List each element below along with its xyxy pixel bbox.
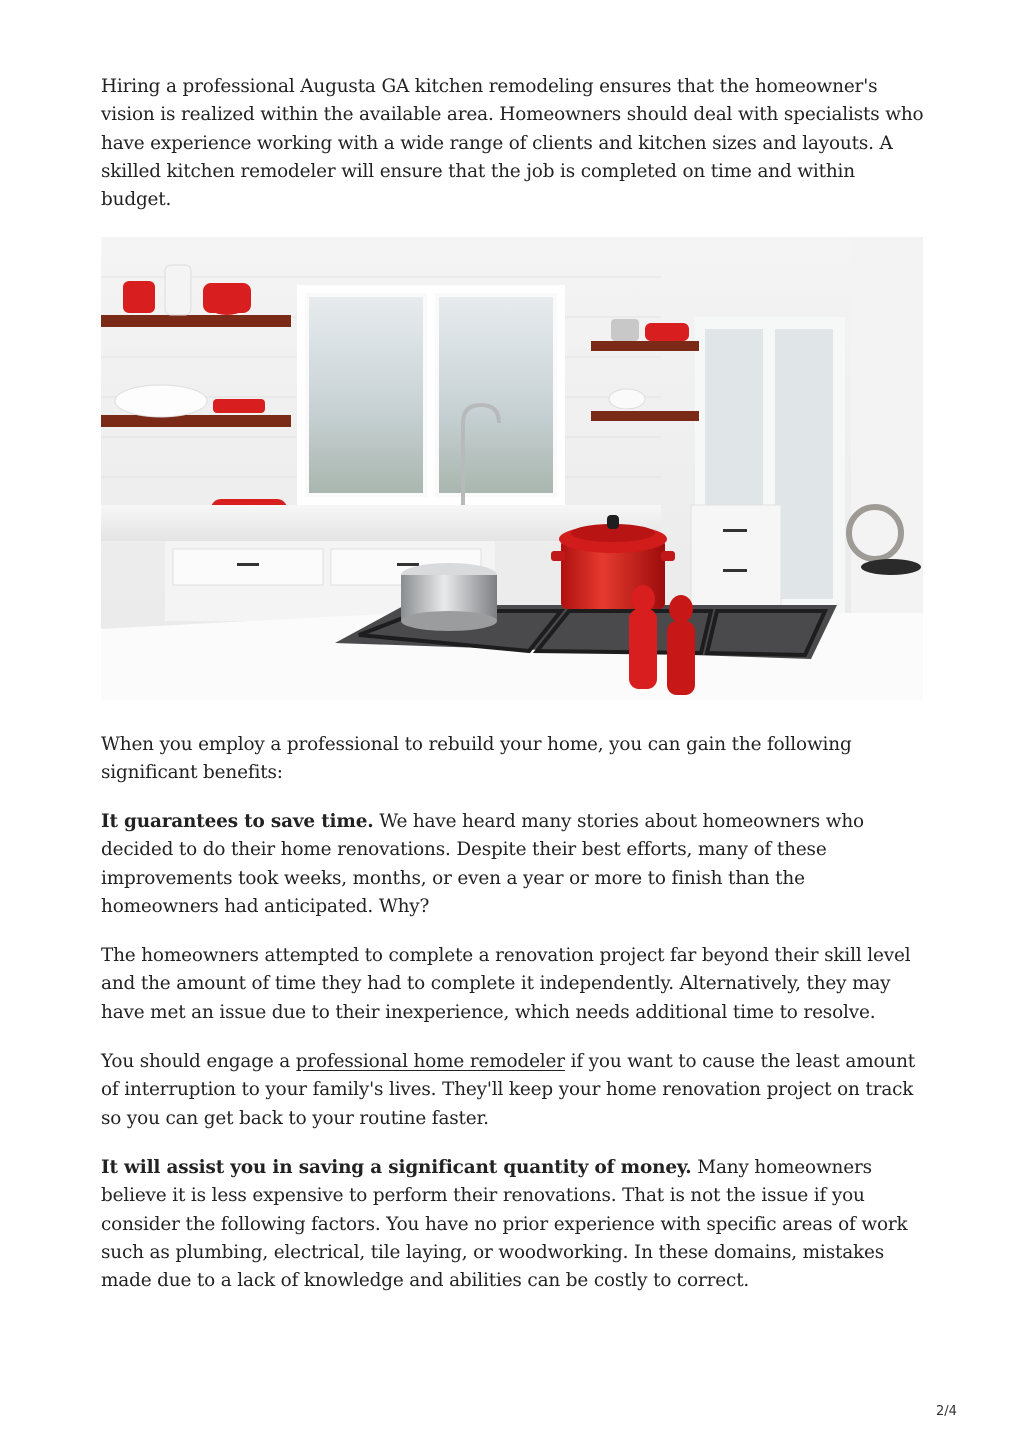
engage-paragraph xyxy=(101,1048,925,1133)
save-money-body: Many homeowners believe it is less expensive to perform their renovations. That is not the issue if you consider the following factors. You have no prior experience with specific areas of work such as plumbing, electrical, tile laying, or woodworking. In these domains, mistakes made due to a lack of knowledge and abilities can be costly to correct. xyxy=(101,1157,908,1292)
save-time-paragraph xyxy=(101,808,925,921)
save-money-paragraph xyxy=(101,1154,925,1295)
kitchen-photo xyxy=(101,237,923,700)
save-money-lead: It will assist you in saving a significant quantity of money. xyxy=(101,1157,692,1178)
benefits-intro-paragraph: When you employ a professional to rebuild your home, you can gain the following significant benefits: xyxy=(101,734,852,784)
save-time-body: We have heard many stories about homeowners who decided to do their home renovations. Despite their best efforts, many of these improvements took weeks, months, or even a year or more to finish than the homeowners had anticipated. Why? xyxy=(101,811,864,917)
page-number: 2/4 xyxy=(936,1404,957,1419)
professional-home-remodeler-link[interactable]: professional home remodeler xyxy=(295,1051,565,1072)
save-time-lead: It guarantees to save time. xyxy=(101,811,374,832)
homeowners-paragraph: The homeowners attempted to complete a renovation project far beyond their skill level and the amount of time they had to complete it independently. Alternatively, they may have met an issue due to their inexperience, which needs additional time to resolve. xyxy=(101,945,911,1023)
engage-text-after: if you want to cause the least amount of interruption to your family's lives. They'll keep your home renovation project on track so you can get back to your routine faster. xyxy=(101,1051,916,1129)
engage-text-before: You should engage a xyxy=(101,1051,296,1072)
intro-paragraph: Hiring a professional Augusta GA kitchen remodeling ensures that the homeowner's vision is realized within the available area. Homeowners should deal with specialists who have experience working with a wide range of clients and kitchen sizes and layouts. A skilled kitchen remodeler will ensure that the job is completed on time and within budget. xyxy=(101,76,924,211)
